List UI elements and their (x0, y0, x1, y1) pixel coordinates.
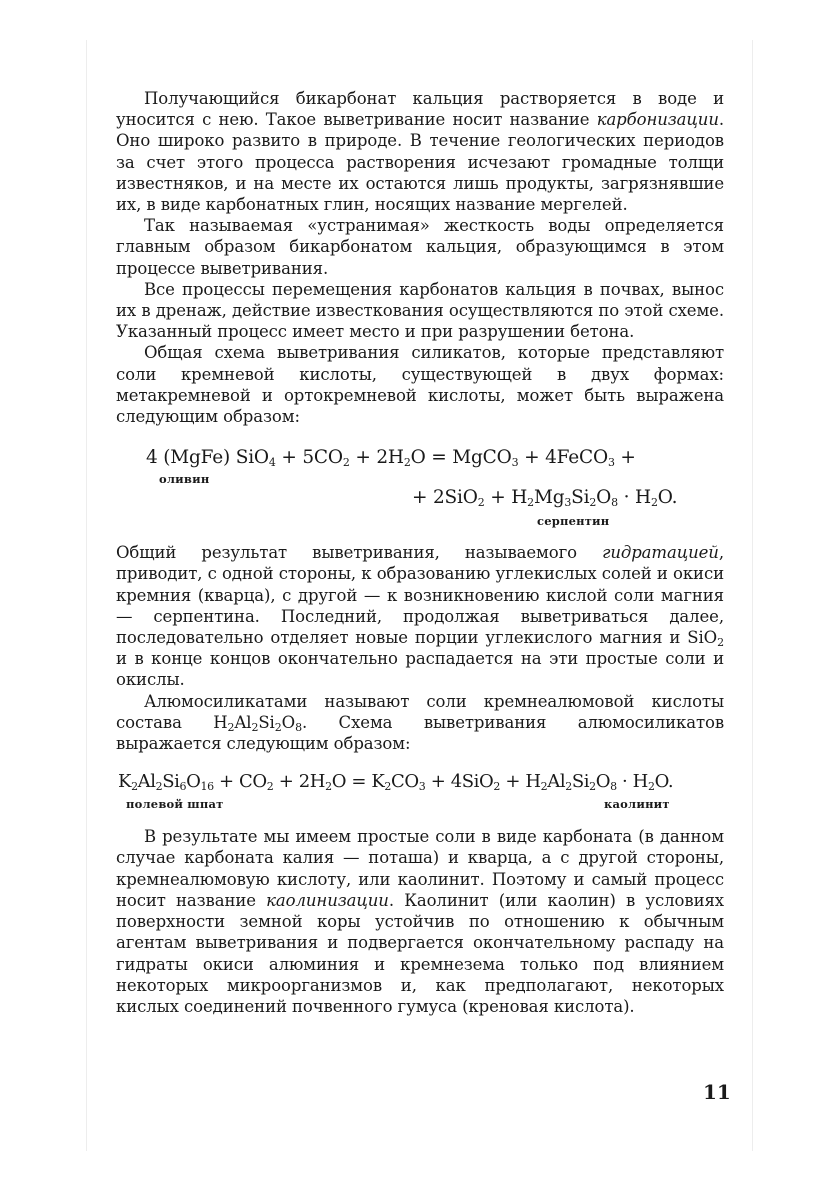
paragraph-kaolinization: В результате мы имеем простые соли в виде карбоната (в данном случае карбоната калия — поташа) и кварца, а с другой стороны, кремнеалюмовую кислоту, или каолинит. Поэтому и самый процесс носит название каолинизации. Каолинит (или каолин) в условиях поверхности земной коры устойчив по отношению к обычным агентам выветривания и подвергается окончательному распаду на гидраты окиси алюминия и кремнезема только под влиянием некоторых микроорганизмов и, как предполагают, некоторых кислых соединений почвенного гумуса (креновая кислота). (116, 827, 724, 1016)
equation-feldspar-weathering (116, 754, 724, 826)
paragraph-hydration: Общий результат выветривания, называемого гидратацией, приводит, с одной стороны, к образованию углекислых солей и окиси кремния (кварца), с другой — к возникновению кислой соли магния — серпентина. Последний, продолжая выветриваться далее, последовательно отделяет новые порции углекислого магния и SiO$_2$ и в конце концов окончательно распадается на эти простые соли и окислы. (116, 543, 724, 690)
paragraph-water-hardness: Так называемая «устранимая» жесткость воды определяется главным образом бикарбонатом кальция, образующимся в этом процессе выветривания. (116, 216, 724, 278)
equation-feldspar-line: $K_2Al_2Si_6O_{16} + CO_2 + 2H_2O = K_2CO_3 + 4SiO_2 + H_2Al_2Si_2O_8 \cdot H_2O$. (118, 771, 674, 794)
term-carbonization: карбонизации (596, 110, 719, 130)
page-edge-right (752, 40, 753, 1151)
label-kaolinite: каолинит (604, 797, 670, 812)
paragraph-aluminosilicates: Алюмосиликатами называют соли кремнеалюмовой кислоты состава $H_2Al_2Si_2O_8$. Схема выветривания алюмосиликатов выражается следующим образом: (116, 691, 725, 754)
label-feldspar: полевой шпат (126, 797, 224, 812)
page-body (116, 88, 724, 1017)
page-edge-left (86, 40, 87, 1151)
paragraph-silicate-scheme: Общая схема выветривания силикатов, которые представляют соли кремневой кислоты, существующей в двух формах: метакремневой и ортокремневой кислоты, может быть выражена следующим образом: (116, 343, 724, 427)
equation-olivine-line2: + $2SiO_2 + H_2Mg_3Si_2O_8 \cdot H_2O$. (412, 487, 678, 510)
page-number: 11 (703, 1080, 731, 1104)
label-olivine: оливин (159, 472, 210, 487)
equation-olivine-line1: 4 (MgFe) $SiO_4 + 5CO_2 + 2H_2O$ = MgCO$_3$ + 4FeCO$_3$ + (146, 447, 636, 470)
equation-olivine-weathering (116, 427, 724, 542)
paragraph-carbonate-transport: Все процессы перемещения карбонатов кальция в почвах, вынос их в дренаж, действие известкования осуществляются по этой схеме. Указанный процесс имеет место и при разрушении бетона. (116, 279, 724, 342)
paragraph-carbonization: Получающийся бикарбонат кальция растворяется в воде и уносится с нею. Такое выветривание носит название карбонизации. Оно широко развито в природе. В течение геологических периодов за счет этого процесса растворения исчезают громадные толщи известняков, и на месте их остаются лишь продукты, загрязнявшие их, в виде карбонатных глин, носящих название мергелей. (116, 89, 724, 215)
term-hydration: гидратацией (602, 543, 719, 563)
term-kaolinization: каолинизации (266, 890, 389, 910)
label-serpentine: серпентин (537, 514, 610, 529)
formula-aluminosilicic-acid: $H_2Al_2Si_2O_8$ (213, 712, 302, 734)
